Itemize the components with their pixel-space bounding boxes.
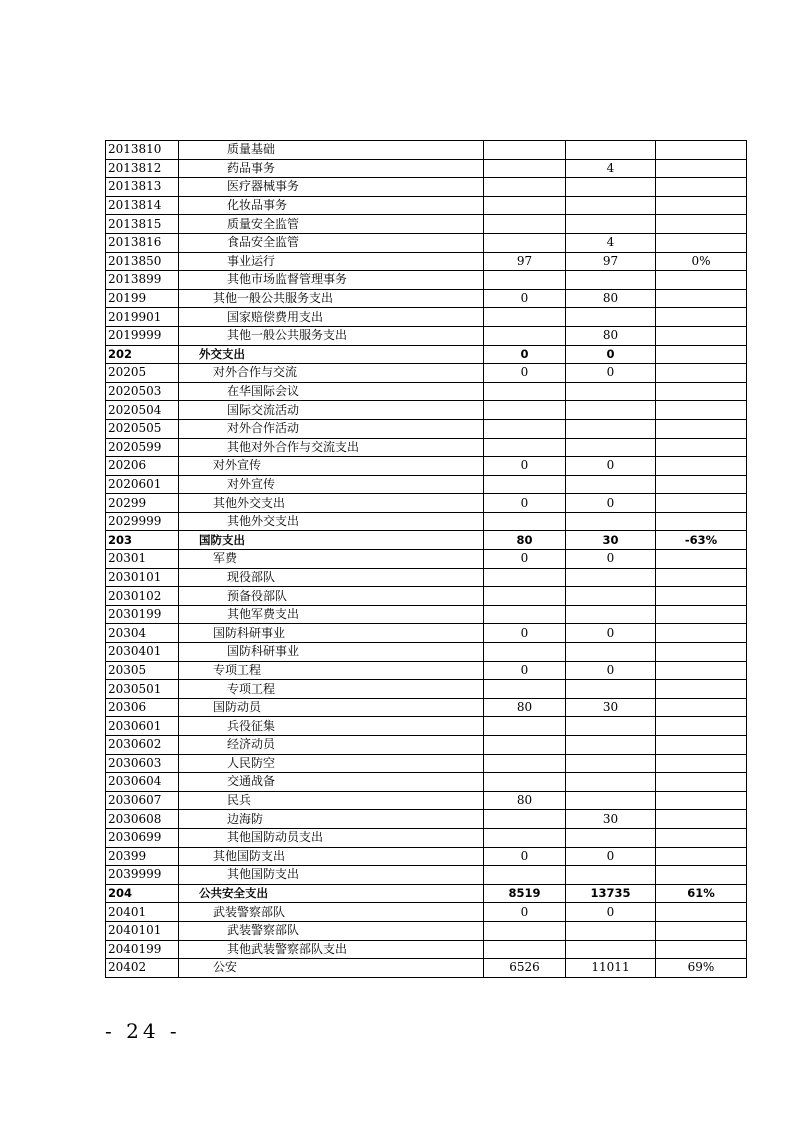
cell-name: 国家赔偿费用支出 (179, 308, 484, 327)
cell-value-1: 0 (484, 494, 566, 513)
cell-value-2 (566, 866, 656, 885)
cell-value-1 (484, 178, 566, 197)
table-row (106, 736, 747, 755)
cell-name: 对外宣传 (179, 457, 484, 476)
cell-code: 2013814 (106, 196, 179, 215)
cell-change-pct (656, 457, 747, 476)
cell-name: 经济动员 (179, 736, 484, 755)
cell-value-1: 0 (484, 903, 566, 922)
table-row (106, 624, 747, 643)
cell-value-1 (484, 419, 566, 438)
table-row (106, 141, 747, 160)
cell-value-2: 30 (566, 698, 656, 717)
cell-value-2: 0 (566, 364, 656, 383)
cell-code: 2030401 (106, 643, 179, 662)
cell-name: 其他国防支出 (179, 847, 484, 866)
cell-code: 2030102 (106, 587, 179, 606)
table-row (106, 810, 747, 829)
table-row (106, 661, 747, 680)
cell-change-pct: 69% (656, 959, 747, 978)
cell-name: 专项工程 (179, 661, 484, 680)
cell-value-2: 13735 (566, 884, 656, 903)
cell-value-2 (566, 512, 656, 531)
table-row (106, 717, 747, 736)
page-number: - 24 - (105, 1019, 181, 1043)
cell-value-1: 0 (484, 364, 566, 383)
cell-value-2: 80 (566, 326, 656, 345)
cell-value-2: 30 (566, 810, 656, 829)
table-row (106, 494, 747, 513)
cell-value-2 (566, 438, 656, 457)
cell-value-2: 0 (566, 847, 656, 866)
cell-name: 公共安全支出 (179, 884, 484, 903)
cell-code: 2030501 (106, 680, 179, 699)
cell-change-pct (656, 494, 747, 513)
cell-value-2 (566, 308, 656, 327)
cell-value-2 (566, 736, 656, 755)
cell-value-2: 0 (566, 903, 656, 922)
cell-change-pct (656, 643, 747, 662)
cell-change-pct (656, 903, 747, 922)
cell-value-1 (484, 680, 566, 699)
cell-change-pct (656, 178, 747, 197)
cell-value-1 (484, 717, 566, 736)
cell-code: 2013812 (106, 159, 179, 178)
cell-name: 质量基础 (179, 141, 484, 160)
cell-value-1 (484, 401, 566, 420)
cell-code: 20301 (106, 550, 179, 569)
cell-code: 20199 (106, 289, 179, 308)
cell-change-pct (656, 921, 747, 940)
cell-code: 2020505 (106, 419, 179, 438)
cell-change-pct (656, 364, 747, 383)
cell-change-pct (656, 141, 747, 160)
cell-code: 2030101 (106, 568, 179, 587)
table-row (106, 866, 747, 885)
cell-name: 其他对外合作与交流支出 (179, 438, 484, 457)
table-row (106, 438, 747, 457)
cell-value-1 (484, 141, 566, 160)
cell-value-2 (566, 643, 656, 662)
cell-value-2: 0 (566, 624, 656, 643)
cell-code: 2019999 (106, 326, 179, 345)
cell-value-2 (566, 921, 656, 940)
cell-value-2 (566, 773, 656, 792)
cell-code: 2030603 (106, 754, 179, 773)
cell-value-2: 0 (566, 457, 656, 476)
cell-change-pct (656, 791, 747, 810)
cell-change-pct (656, 940, 747, 959)
cell-change-pct (656, 401, 747, 420)
table-row (106, 643, 747, 662)
cell-change-pct (656, 308, 747, 327)
cell-name: 国防动员 (179, 698, 484, 717)
cell-code: 2030608 (106, 810, 179, 829)
cell-code: 20304 (106, 624, 179, 643)
cell-code: 203 (106, 531, 179, 550)
cell-change-pct (656, 605, 747, 624)
cell-value-1: 0 (484, 661, 566, 680)
table-row (106, 289, 747, 308)
cell-change-pct (656, 568, 747, 587)
cell-name: 化妆品事务 (179, 196, 484, 215)
cell-value-2: 4 (566, 233, 656, 252)
cell-change-pct (656, 419, 747, 438)
table-row (106, 364, 747, 383)
cell-name: 药品事务 (179, 159, 484, 178)
table-row (106, 773, 747, 792)
cell-code: 2020599 (106, 438, 179, 457)
cell-value-2: 0 (566, 494, 656, 513)
cell-change-pct (656, 680, 747, 699)
cell-change-pct (656, 847, 747, 866)
table-row (106, 550, 747, 569)
table-row (106, 233, 747, 252)
cell-value-2: 0 (566, 661, 656, 680)
cell-change-pct (656, 810, 747, 829)
cell-code: 2030604 (106, 773, 179, 792)
cell-code: 20206 (106, 457, 179, 476)
cell-name: 其他一般公共服务支出 (179, 326, 484, 345)
cell-name: 其他市场监督管理事务 (179, 271, 484, 290)
table-row (106, 271, 747, 290)
cell-value-1: 97 (484, 252, 566, 271)
cell-code: 2030699 (106, 828, 179, 847)
cell-value-1: 0 (484, 550, 566, 569)
cell-code: 20305 (106, 661, 179, 680)
cell-name: 边海防 (179, 810, 484, 829)
cell-name: 交通战备 (179, 773, 484, 792)
cell-value-1 (484, 438, 566, 457)
cell-name: 国防科研事业 (179, 624, 484, 643)
cell-name: 公安 (179, 959, 484, 978)
table-row (106, 252, 747, 271)
cell-value-1 (484, 940, 566, 959)
cell-name: 在华国际会议 (179, 382, 484, 401)
cell-change-pct (656, 661, 747, 680)
cell-change-pct (656, 717, 747, 736)
cell-name: 武装警察部队 (179, 903, 484, 922)
cell-value-2 (566, 754, 656, 773)
cell-change-pct (656, 550, 747, 569)
cell-value-1: 80 (484, 698, 566, 717)
cell-value-2: 0 (566, 345, 656, 364)
cell-value-2: 11011 (566, 959, 656, 978)
cell-value-1 (484, 568, 566, 587)
cell-name: 武装警察部队 (179, 921, 484, 940)
cell-code: 2013850 (106, 252, 179, 271)
cell-change-pct: -63% (656, 531, 747, 550)
cell-name: 对外合作与交流 (179, 364, 484, 383)
table-row (106, 401, 747, 420)
cell-value-1 (484, 828, 566, 847)
cell-value-1 (484, 159, 566, 178)
cell-value-1 (484, 866, 566, 885)
cell-change-pct (656, 624, 747, 643)
table-row (106, 568, 747, 587)
budget-table-body (106, 141, 747, 978)
cell-code: 204 (106, 884, 179, 903)
cell-change-pct (656, 215, 747, 234)
table-row (106, 605, 747, 624)
table-row (106, 847, 747, 866)
table-row (106, 921, 747, 940)
table-row (106, 828, 747, 847)
table-row (106, 903, 747, 922)
cell-name: 专项工程 (179, 680, 484, 699)
cell-value-2: 4 (566, 159, 656, 178)
table-row (106, 382, 747, 401)
table-row (106, 159, 747, 178)
cell-value-1 (484, 308, 566, 327)
cell-code: 20299 (106, 494, 179, 513)
cell-change-pct (656, 233, 747, 252)
cell-value-2 (566, 791, 656, 810)
cell-code: 2039999 (106, 866, 179, 885)
table-row (106, 178, 747, 197)
cell-value-2 (566, 717, 656, 736)
table-row (106, 587, 747, 606)
cell-name: 人民防空 (179, 754, 484, 773)
cell-change-pct (656, 587, 747, 606)
cell-change-pct (656, 326, 747, 345)
cell-name: 食品安全监管 (179, 233, 484, 252)
cell-change-pct: 0% (656, 252, 747, 271)
cell-change-pct (656, 754, 747, 773)
cell-value-2: 30 (566, 531, 656, 550)
cell-name: 其他国防动员支出 (179, 828, 484, 847)
cell-value-1 (484, 736, 566, 755)
cell-code: 2030601 (106, 717, 179, 736)
table-row (106, 680, 747, 699)
table-row (106, 196, 747, 215)
cell-value-1 (484, 475, 566, 494)
budget-table (105, 140, 747, 978)
cell-change-pct (656, 512, 747, 531)
cell-value-1 (484, 921, 566, 940)
cell-value-1: 80 (484, 531, 566, 550)
cell-value-2: 0 (566, 550, 656, 569)
cell-change-pct (656, 866, 747, 885)
cell-value-1: 0 (484, 345, 566, 364)
cell-value-1 (484, 196, 566, 215)
cell-name: 军费 (179, 550, 484, 569)
cell-code: 2013813 (106, 178, 179, 197)
cell-value-1: 0 (484, 457, 566, 476)
table-row (106, 326, 747, 345)
cell-code: 2030607 (106, 791, 179, 810)
cell-change-pct (656, 475, 747, 494)
cell-name: 现役部队 (179, 568, 484, 587)
cell-name: 国防科研事业 (179, 643, 484, 662)
cell-value-2 (566, 419, 656, 438)
cell-code: 20402 (106, 959, 179, 978)
table-row (106, 345, 747, 364)
cell-name: 外交支出 (179, 345, 484, 364)
cell-value-1 (484, 773, 566, 792)
cell-value-2 (566, 568, 656, 587)
cell-value-1: 0 (484, 289, 566, 308)
cell-value-1 (484, 587, 566, 606)
cell-value-2 (566, 382, 656, 401)
cell-change-pct (656, 773, 747, 792)
cell-name: 国防支出 (179, 531, 484, 550)
table-row (106, 419, 747, 438)
cell-name: 医疗器械事务 (179, 178, 484, 197)
cell-change-pct (656, 382, 747, 401)
cell-value-1 (484, 326, 566, 345)
cell-change-pct (656, 289, 747, 308)
cell-change-pct (656, 698, 747, 717)
cell-value-2 (566, 587, 656, 606)
cell-name: 国际交流活动 (179, 401, 484, 420)
cell-name: 民兵 (179, 791, 484, 810)
cell-value-2: 97 (566, 252, 656, 271)
cell-value-2 (566, 605, 656, 624)
cell-code: 20205 (106, 364, 179, 383)
cell-value-2 (566, 680, 656, 699)
cell-code: 2013815 (106, 215, 179, 234)
cell-value-1: 8519 (484, 884, 566, 903)
table-row (106, 308, 747, 327)
cell-value-1 (484, 605, 566, 624)
cell-name: 其他外交支出 (179, 512, 484, 531)
cell-change-pct (656, 271, 747, 290)
cell-value-1 (484, 215, 566, 234)
cell-code: 2029999 (106, 512, 179, 531)
cell-value-2 (566, 271, 656, 290)
cell-name: 事业运行 (179, 252, 484, 271)
cell-value-2 (566, 196, 656, 215)
cell-code: 20399 (106, 847, 179, 866)
cell-value-2 (566, 475, 656, 494)
cell-code: 202 (106, 345, 179, 364)
cell-value-1: 80 (484, 791, 566, 810)
cell-name: 其他国防支出 (179, 866, 484, 885)
cell-change-pct (656, 345, 747, 364)
cell-change-pct (656, 159, 747, 178)
cell-name: 对外合作活动 (179, 419, 484, 438)
cell-name: 其他武装警察部队支出 (179, 940, 484, 959)
cell-value-2: 80 (566, 289, 656, 308)
cell-code: 2020504 (106, 401, 179, 420)
cell-value-1 (484, 271, 566, 290)
cell-value-2 (566, 141, 656, 160)
cell-value-2 (566, 215, 656, 234)
table-row (106, 884, 747, 903)
cell-value-2 (566, 401, 656, 420)
cell-change-pct: 61% (656, 884, 747, 903)
table-row (106, 959, 747, 978)
cell-value-1 (484, 512, 566, 531)
cell-value-1: 0 (484, 847, 566, 866)
cell-value-1 (484, 810, 566, 829)
table-row (106, 940, 747, 959)
cell-code: 20306 (106, 698, 179, 717)
cell-value-1 (484, 643, 566, 662)
cell-value-1: 0 (484, 624, 566, 643)
cell-code: 2019901 (106, 308, 179, 327)
cell-value-2 (566, 178, 656, 197)
cell-change-pct (656, 828, 747, 847)
cell-change-pct (656, 438, 747, 457)
cell-code: 2040199 (106, 940, 179, 959)
cell-code: 2040101 (106, 921, 179, 940)
table-row (106, 531, 747, 550)
cell-code: 2013816 (106, 233, 179, 252)
table-row (106, 698, 747, 717)
cell-code: 2030199 (106, 605, 179, 624)
cell-name: 质量安全监管 (179, 215, 484, 234)
cell-name: 其他一般公共服务支出 (179, 289, 484, 308)
cell-change-pct (656, 736, 747, 755)
table-row (106, 512, 747, 531)
cell-value-2 (566, 940, 656, 959)
table-row (106, 754, 747, 773)
cell-code: 2020503 (106, 382, 179, 401)
table-row (106, 457, 747, 476)
cell-name: 其他军费支出 (179, 605, 484, 624)
table-row (106, 215, 747, 234)
cell-value-1 (484, 233, 566, 252)
cell-code: 2013899 (106, 271, 179, 290)
table-row (106, 791, 747, 810)
cell-value-1: 6526 (484, 959, 566, 978)
cell-change-pct (656, 196, 747, 215)
cell-name: 兵役征集 (179, 717, 484, 736)
cell-name: 对外宣传 (179, 475, 484, 494)
table-row (106, 475, 747, 494)
cell-code: 2013810 (106, 141, 179, 160)
cell-value-1 (484, 754, 566, 773)
cell-name: 预备役部队 (179, 587, 484, 606)
cell-code: 2030602 (106, 736, 179, 755)
cell-name: 其他外交支出 (179, 494, 484, 513)
cell-code: 2020601 (106, 475, 179, 494)
cell-value-2 (566, 828, 656, 847)
cell-value-1 (484, 382, 566, 401)
cell-code: 20401 (106, 903, 179, 922)
